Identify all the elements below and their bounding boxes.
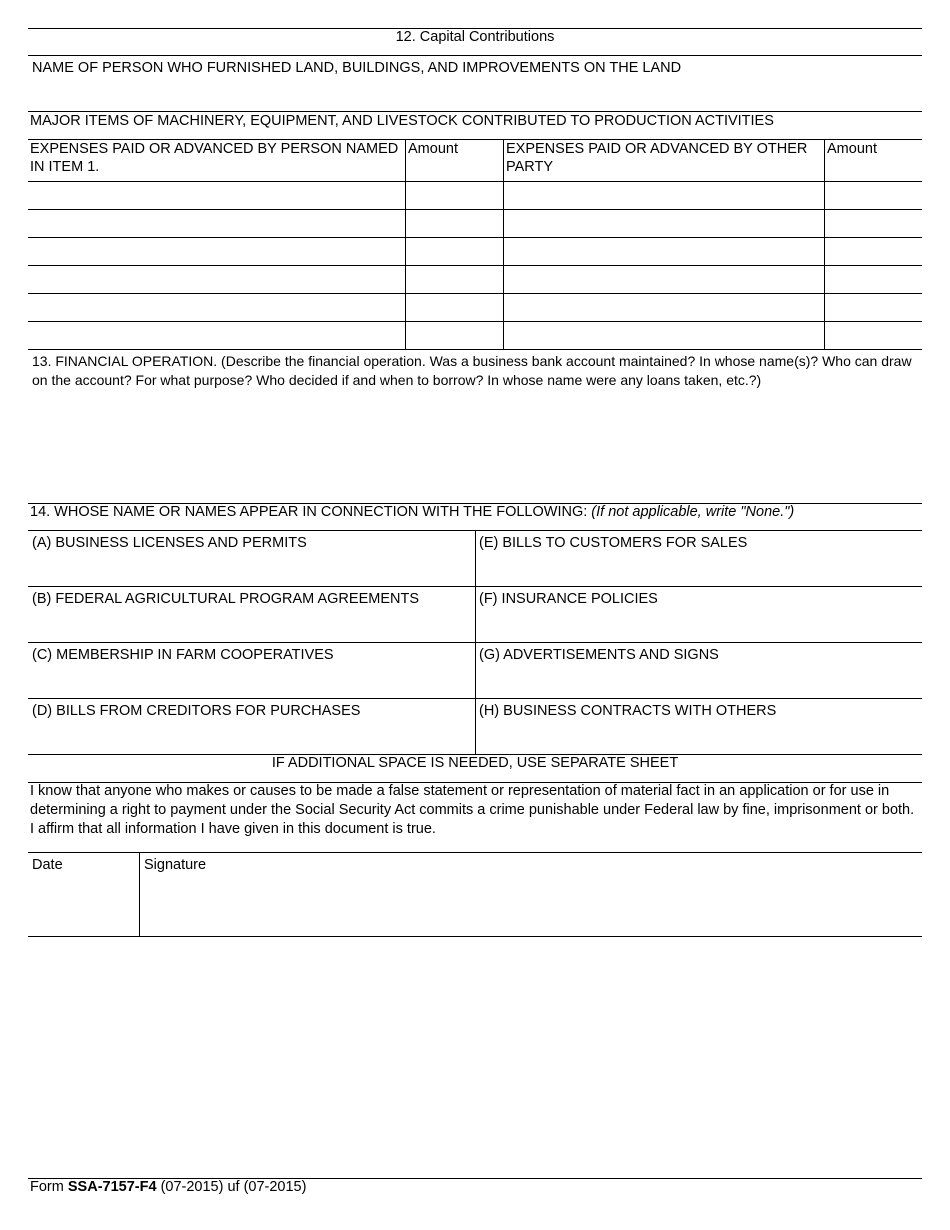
- section-14-header: [30, 503, 794, 521]
- signature-field[interactable]: [141, 876, 921, 934]
- item-e-field[interactable]: [476, 554, 922, 585]
- section-14-label: 14. WHOSE NAME OR NAMES APPEAR IN CONNECTION WITH THE FOLLOWING:: [30, 504, 588, 520]
- land-person-label: NAME OF PERSON WHO FURNISHED LAND, BUILDINGS, AND IMPROVEMENTS ON THE LAND: [32, 60, 682, 76]
- item-a-label: (A) BUSINESS LICENSES AND PERMITS: [32, 535, 307, 551]
- item-f-field[interactable]: [476, 610, 922, 641]
- section-13-description: (Describe the financial operation. Was a business bank account maintained? In whose name(s)? Who can draw on the account? For what purpose? Who decided if and when to borrow? In whose name were any loans taken, etc.?): [32, 353, 912, 388]
- column-divider: [405, 139, 406, 349]
- divider: [28, 936, 922, 937]
- column-divider: [503, 139, 504, 349]
- section-13-label: 13. FINANCIAL OPERATION.: [32, 353, 218, 369]
- machinery-label: MAJOR ITEMS OF MACHINERY, EQUIPMENT, AND LIVESTOCK CONTRIBUTED TO PRODUCTION ACTIVITIES: [30, 113, 774, 129]
- item-d-label: (D) BILLS FROM CREDITORS FOR PURCHASES: [32, 703, 361, 719]
- land-person-field[interactable]: [28, 78, 922, 110]
- divider: [28, 586, 922, 587]
- item-e-label: (E) BILLS TO CUSTOMERS FOR SALES: [479, 535, 748, 551]
- row-divider: [28, 209, 922, 210]
- form-revision: (07-2015) uf (07-2015): [160, 1179, 307, 1195]
- item-b-field[interactable]: [28, 610, 474, 641]
- item-h-label: (H) BUSINESS CONTRACTS WITH OTHERS: [479, 703, 777, 719]
- divider: [28, 852, 922, 853]
- expenses-header-person: EXPENSES PAID OR ADVANCED BY PERSON NAMED IN ITEM 1.: [30, 141, 399, 175]
- column-divider: [824, 139, 825, 349]
- form-footer: [30, 1178, 306, 1196]
- item-h-field[interactable]: [476, 722, 922, 753]
- item-d-field[interactable]: [28, 722, 474, 753]
- item-b-label: (B) FEDERAL AGRICULTURAL PROGRAM AGREEMENTS: [32, 591, 419, 607]
- additional-space-note: IF ADDITIONAL SPACE IS NEEDED, USE SEPARATE SHEET: [271, 755, 679, 771]
- item-c-field[interactable]: [28, 666, 474, 697]
- divider: [28, 642, 922, 643]
- financial-operation-field[interactable]: [32, 396, 912, 496]
- date-label: Date: [32, 857, 63, 873]
- row-divider: [28, 321, 922, 322]
- item-g-label: (G) ADVERTISEMENTS AND SIGNS: [479, 647, 719, 663]
- row-divider: [28, 181, 922, 182]
- section-14-note: (If not applicable, write "None."): [591, 504, 795, 520]
- row-divider: [28, 349, 922, 350]
- divider: [28, 55, 922, 56]
- item-f-label: (F) INSURANCE POLICIES: [479, 591, 658, 607]
- expenses-header-amount-2: Amount: [827, 141, 877, 157]
- expenses-header-amount-1: Amount: [408, 141, 458, 157]
- row-divider: [28, 265, 922, 266]
- item-g-field[interactable]: [476, 666, 922, 697]
- row-divider: [28, 293, 922, 294]
- affirmation-text: I know that anyone who makes or causes to be made a false statement or representation of material fact in an application or for use in determining a right to payment under the Social Security Act commits a crime punishable under Federal law by fine, imprisonment or both. I affirm that all information I have given in this document is true.: [30, 783, 915, 837]
- date-field[interactable]: [28, 876, 138, 934]
- signature-label: Signature: [144, 857, 207, 873]
- footer-prefix: Form: [30, 1179, 64, 1195]
- item-a-field[interactable]: [28, 554, 474, 585]
- expenses-header-other: EXPENSES PAID OR ADVANCED BY OTHER PARTY: [506, 141, 808, 175]
- section-13-text: [32, 352, 912, 390]
- column-divider: [139, 852, 140, 936]
- item-c-label: (C) MEMBERSHIP IN FARM COOPERATIVES: [32, 647, 334, 663]
- divider: [28, 698, 922, 699]
- form-number: SSA-7157-F4: [67, 1179, 157, 1195]
- section-12-title: 12. Capital Contributions: [395, 29, 555, 45]
- row-divider: [28, 237, 922, 238]
